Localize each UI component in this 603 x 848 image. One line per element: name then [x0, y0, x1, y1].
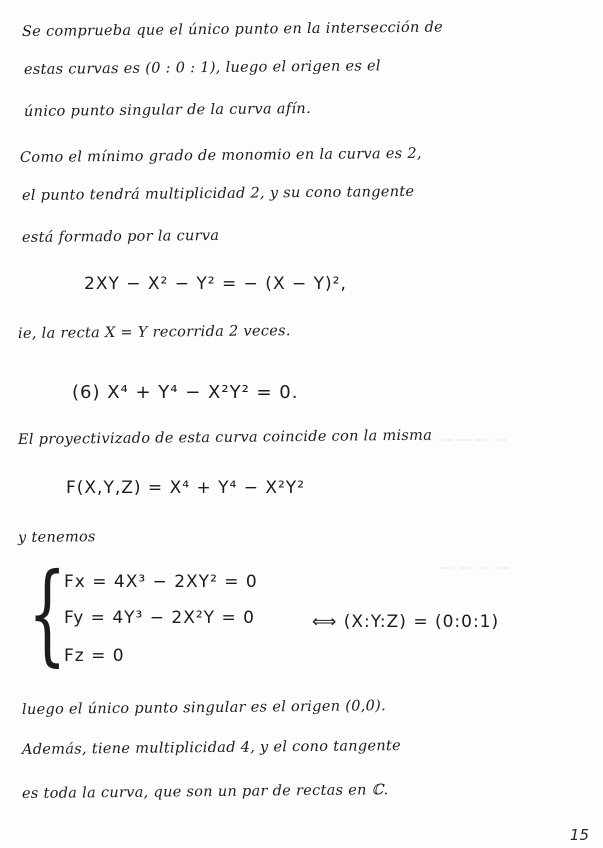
text-line-15: es toda la curva, que son un par de rectas en ℂ.: [21, 782, 389, 802]
equation-item-6: (6) X⁴ + Y⁴ − X²Y² = 0.: [72, 382, 299, 403]
bleed-through-text: — — — — —: [420, 432, 508, 448]
equation-cone: 2XY − X² − Y² = − (X − Y)²,: [84, 274, 347, 294]
text-line-2: estas curvas es (0 : 0 : 1), luego el origen es el: [23, 58, 381, 78]
text-line-1: Se comprueba que el único punto en la intersección de: [21, 19, 444, 40]
text-line-13: luego el único punto singular es el origen (0,0).: [21, 698, 387, 718]
page-number: 15: [569, 826, 589, 844]
system-eq-fy: Fy = 4Y³ − 2X²Y = 0: [64, 608, 255, 628]
text-line-14: Además, tiene multiplicidad 4, y el cono tangente: [21, 738, 402, 758]
system-eq-fz: Fz = 0: [64, 646, 125, 666]
text-line-12: y tenemos: [17, 529, 96, 546]
equation-projective: F(X,Y,Z) = X⁴ + Y⁴ − X²Y²: [66, 478, 306, 498]
text-line-4: Como el mínimo grado de monomio en la curva es 2,: [19, 145, 422, 166]
text-line-8: ie, la recta X = Y recorrida 2 veces.: [17, 323, 291, 342]
text-line-6: está formado por la curva: [21, 227, 220, 246]
system-result: ⟺ (X:Y:Z) = (0:0:1): [312, 612, 500, 632]
text-line-10: El proyectivizado de esta curva coincide con la misma: [17, 427, 433, 448]
system-brace: {: [28, 549, 67, 677]
text-line-5: el punto tendrá multiplicidad 2, y su cono tangente: [21, 183, 415, 204]
bleed-through-text: — — — —: [440, 560, 510, 576]
text-line-3: único punto singular de la curva afín.: [23, 100, 312, 120]
system-eq-fx: Fx = 4X³ − 2XY² = 0: [64, 572, 258, 592]
